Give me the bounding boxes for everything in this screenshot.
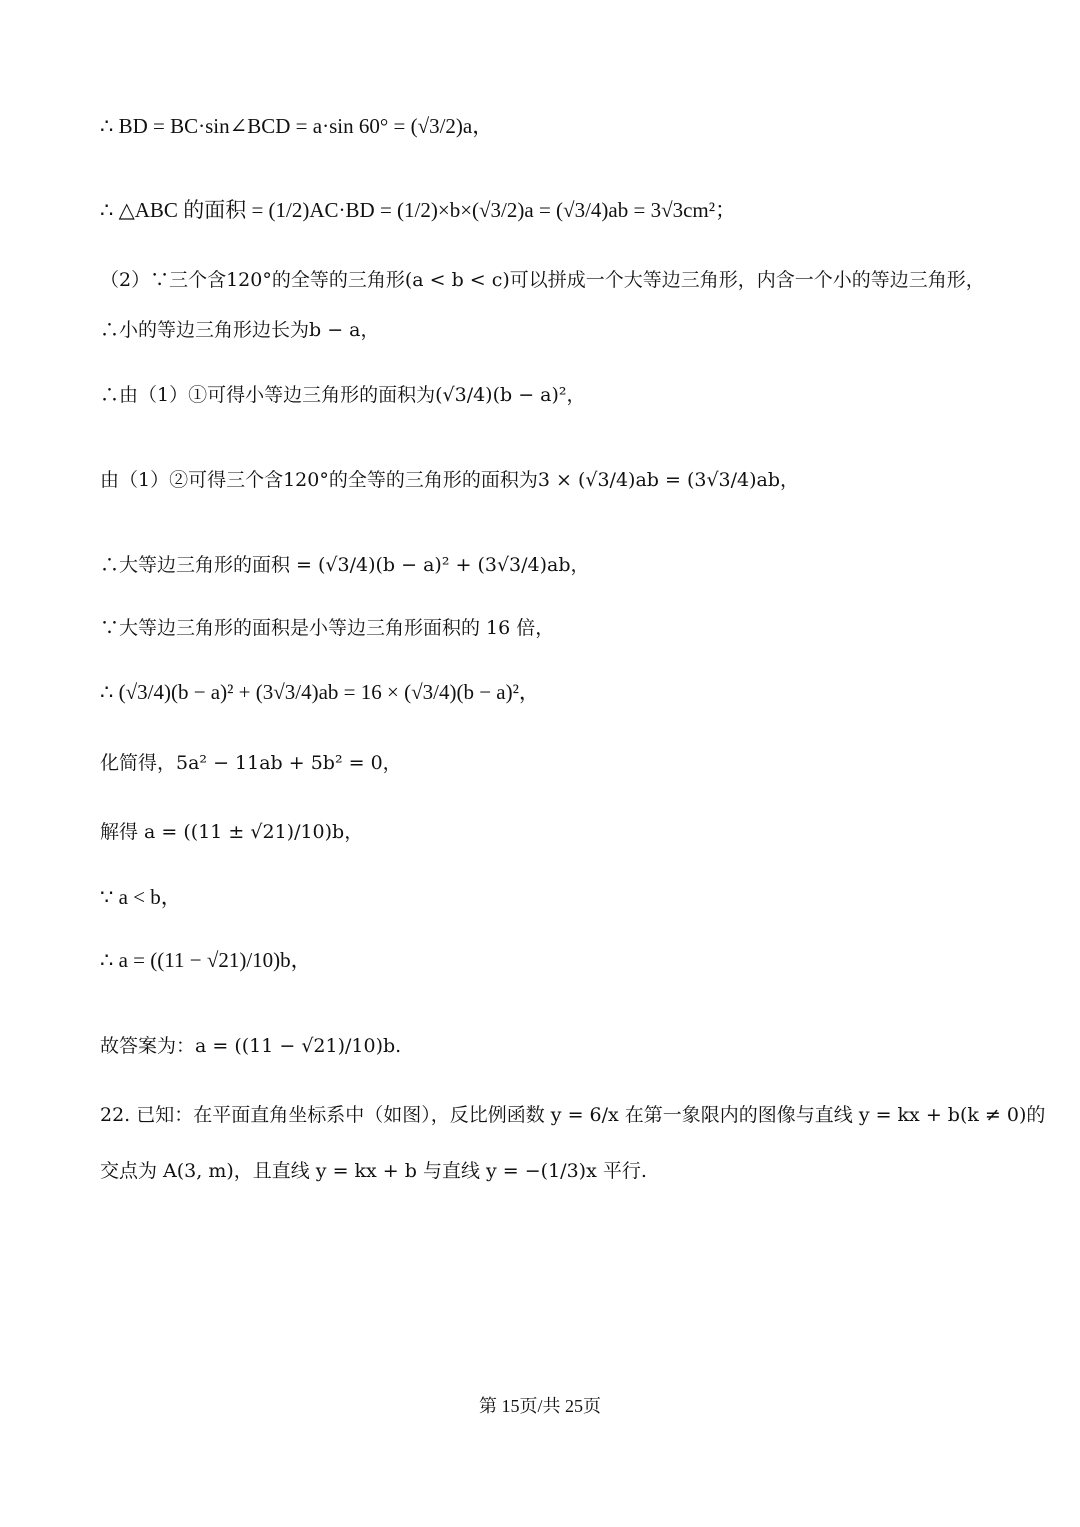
solution-line-13: ∴ a = ((11 − √21)/10)b， bbox=[100, 948, 312, 972]
solution-line-11: 解得 a = ((11 ± √21)/10)b， bbox=[100, 821, 364, 843]
solution-line-4: ∴小的等边三角形边长为b − a， bbox=[100, 319, 380, 341]
solution-line-2: ∴ △ABC 的面积 = (1/2)AC·BD = (1/2)×b×(√3/2)a = (√3/4)ab = 3√3cm²； bbox=[100, 198, 737, 222]
problem-22-line-1: 22. 已知：在平面直角坐标系中（如图），反比例函数 y = 6/x 在第一象限内的图像与直线 y = kx + b(k ≠ 0)的 bbox=[100, 1104, 1046, 1126]
solution-line-10: 化简得，5a² − 11ab + 5b² = 0， bbox=[100, 752, 402, 774]
solution-line-14: 故答案为：a = ((11 − √21)/10)b. bbox=[100, 1035, 402, 1057]
solution-line-7: ∴大等边三角形的面积 = (√3/4)(b − a)² + (3√3/4)ab， bbox=[100, 554, 590, 576]
problem-22-line-2: 交点为 A(3, m)，且直线 y = kx + b 与直线 y = −(1/3)x 平行. bbox=[100, 1160, 647, 1182]
solution-line-8: ∵大等边三角形的面积是小等边三角形面积的 16 倍， bbox=[100, 617, 555, 639]
solution-line-1: ∴ BD = BC·sin∠BCD = a·sin 60° = (√3/2)a， bbox=[100, 114, 494, 138]
page-footer: 第 15页/共 25页 bbox=[478, 1396, 601, 1416]
solution-line-9: ∴ (√3/4)(b − a)² + (3√3/4)ab = 16 × (√3/4)(b − a)²， bbox=[100, 680, 540, 704]
solution-line-6: 由（1）②可得三个含120°的全等的三角形的面积为3 × (√3/4)ab = (3√3/4)ab， bbox=[100, 469, 800, 491]
solution-line-3: （2）∵三个含120°的全等的三角形(a < b < c)可以拼成一个大等边三角形，内含一个小的等边三角形， bbox=[100, 269, 985, 291]
solution-line-12: ∵ a < b， bbox=[100, 885, 182, 909]
solution-line-5: ∴由（1）①可得小等边三角形的面积为(√3/4)(b − a)²， bbox=[100, 384, 586, 406]
